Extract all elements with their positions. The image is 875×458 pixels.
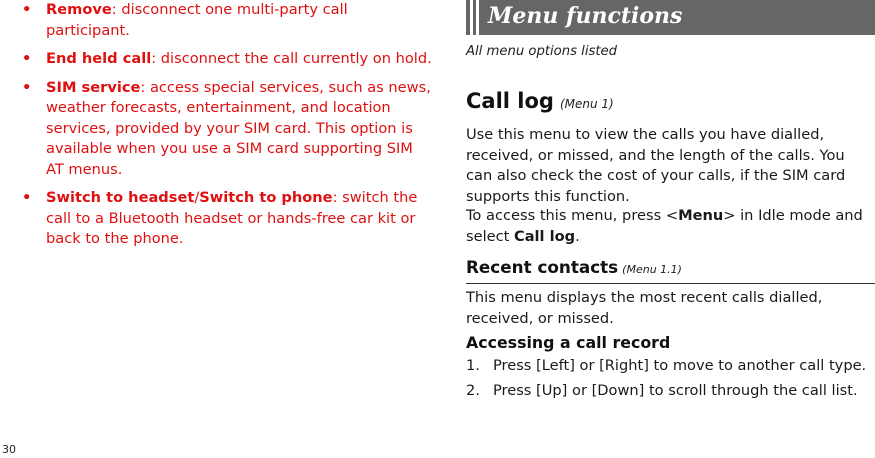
- step-text: Press [Left] or [Right] to move to another call type.: [493, 357, 867, 374]
- heading-title: Call log: [466, 89, 554, 113]
- section-banner: [466, 0, 875, 35]
- banner-title: Menu functions: [488, 3, 683, 29]
- text-run: .: [575, 227, 580, 245]
- option-list: [22, 0, 432, 250]
- step-text: Press [Up] or [Down] to scroll through the call list.: [493, 381, 858, 399]
- bullet-icon: •: [22, 78, 32, 96]
- heading-title: Recent contacts: [466, 257, 619, 277]
- option-description: : disconnect one multi-party call participant.: [46, 1, 348, 39]
- section-subtitle: All menu options listed: [466, 44, 618, 59]
- recent-contacts-heading: [466, 257, 875, 284]
- option-name: SIM service: [46, 78, 141, 96]
- step-number: 1.: [466, 357, 480, 374]
- option-name-alt: Switch to phone: [199, 189, 333, 206]
- call-log-heading: [466, 89, 614, 113]
- accessing-record-heading: Accessing a call record: [466, 333, 671, 352]
- step-list: [466, 356, 875, 405]
- bullet-icon: •: [22, 50, 32, 67]
- banner-stripe: [470, 0, 473, 35]
- page-number: 30: [2, 443, 16, 456]
- menu-item-name: Call log: [514, 227, 576, 245]
- list-item: [466, 356, 875, 377]
- call-log-access-instructions: [466, 206, 875, 247]
- text-run: To access this menu, press <: [466, 207, 679, 224]
- option-description: : access special services, such as news, weather forecasts, entertainment, and location services, provided by your SIM card. This option is available when you use a SIM card supporting SIM AT menus.: [46, 78, 431, 178]
- menu-key: Menu: [678, 207, 724, 224]
- text-run: > in Idle mode and select: [466, 207, 863, 245]
- option-name: Remove: [46, 1, 112, 18]
- banner-stripe: [476, 0, 479, 35]
- list-item: [466, 381, 875, 402]
- left-column: [22, 0, 432, 258]
- menu-reference: (Menu 1.1): [622, 263, 682, 276]
- list-item: [22, 0, 432, 41]
- list-item: [22, 188, 432, 250]
- option-description: : disconnect the call currently on hold.: [151, 50, 432, 67]
- recent-contacts-description: This menu displays the most recent calls dialled, received, or missed.: [466, 289, 823, 327]
- bullet-icon: •: [22, 189, 32, 206]
- call-log-description: Use this menu to view the calls you have dialled, received, or missed, and the length of the calls. You can also check the cost of your calls, if the SIM card supports this function.: [466, 126, 846, 205]
- list-item: [22, 49, 432, 70]
- option-name: Switch to headset: [46, 189, 195, 206]
- bullet-icon: •: [22, 1, 32, 18]
- list-item: [22, 78, 432, 181]
- menu-reference: (Menu 1): [559, 97, 614, 111]
- option-separator: /: [194, 189, 200, 206]
- option-name: End held call: [46, 50, 152, 67]
- step-number: 2.: [466, 381, 480, 399]
- option-description: : switch the call to a Bluetooth headset or hands-free car kit or back to the phone.: [46, 189, 418, 247]
